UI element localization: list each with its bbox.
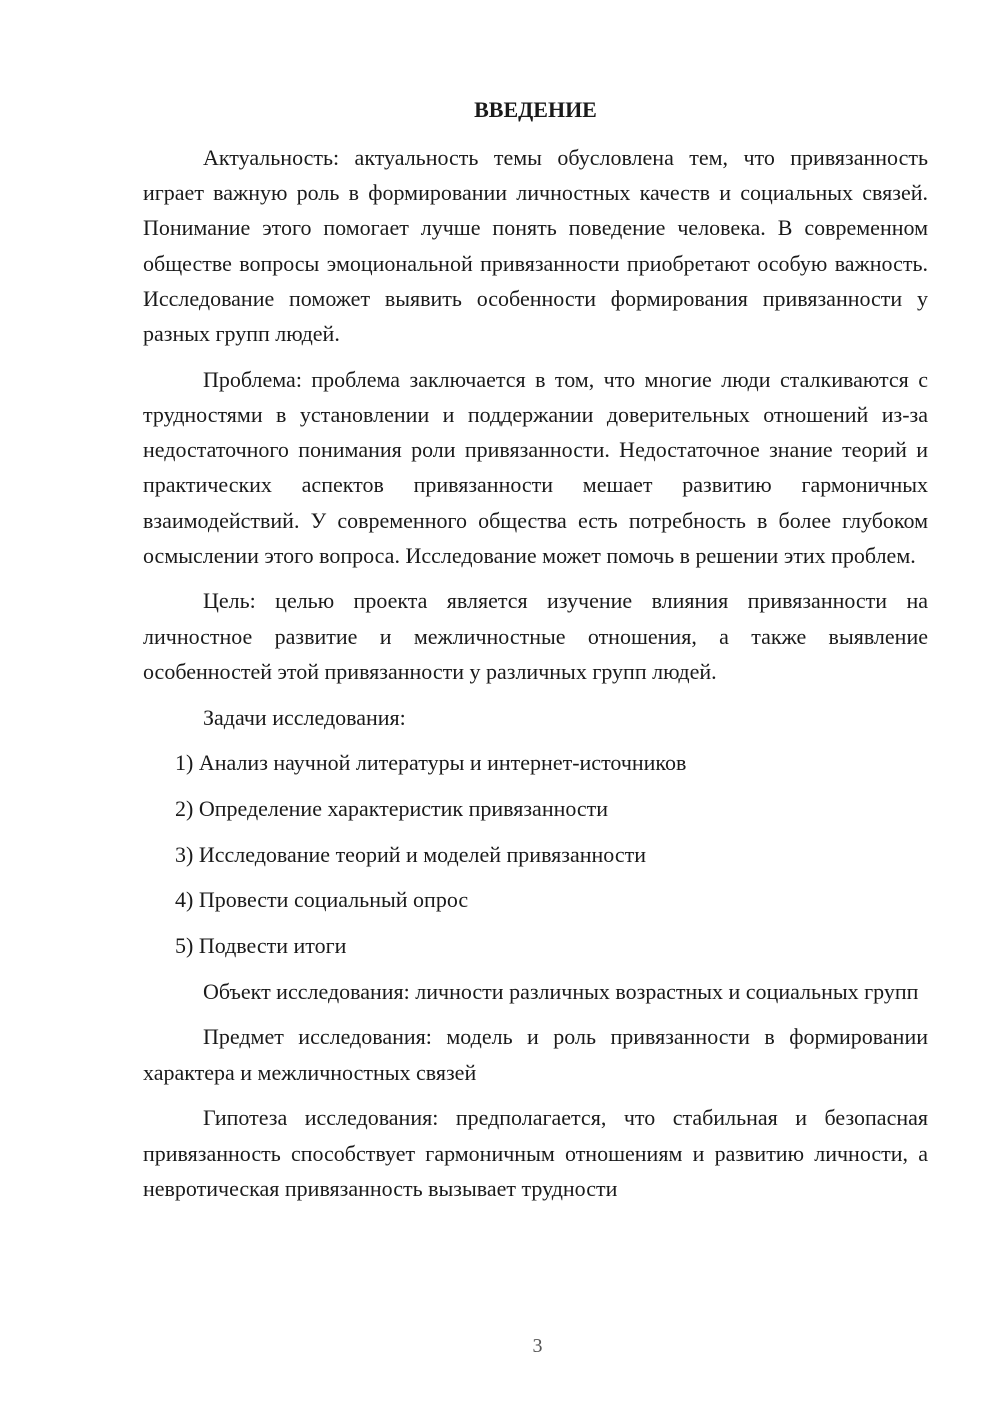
section-title: ВВЕДЕНИЕ bbox=[474, 97, 597, 122]
relevance-paragraph: Актуальность: актуальность темы обусловлена тем, что привязанность играет важную роль в формировании личностных качеств и социальных связей. Понимание этого помогает лучше понять поведение человека. В современном обществе вопросы эмоциональной привязанности приобретают особую важность. Исследование поможет выявить особенности формирования привязанности у разных групп людей. bbox=[143, 145, 928, 347]
list-item: 1) Анализ научной литературы и интернет-источников bbox=[175, 750, 687, 776]
list-item: 2) Определение характеристик привязанности bbox=[175, 795, 609, 821]
list-item: 5) Подвести итоги bbox=[175, 933, 347, 959]
problem-paragraph: Проблема: проблема заключается в том, что многие люди сталкиваются с трудностями в установлении и поддержании доверительных отношений из-за недостаточного понимания роли привязанности. Недостаточное знание теорий и практических аспектов привязанности мешает развитию гармоничных взаимодействий. У современного общества есть потребность в более глубоком осмыслении этого вопроса. Исследование может помочь в решении этих проблем. bbox=[143, 366, 928, 568]
tasks-heading: Задачи исследования: bbox=[203, 704, 406, 730]
list-item: 4) Провести социальный опрос bbox=[175, 887, 469, 913]
object-paragraph: Объект исследования: личности различных возрастных и социальных групп bbox=[203, 978, 919, 1004]
subject-paragraph: Предмет исследования: модель и роль привязанности в формировании характера и межличностных связей bbox=[143, 1024, 928, 1085]
goal-paragraph: Цель: целью проекта является изучение влияния привязанности на личностное развитие и межличностные отношения, а также выявление особенностей этой привязанности у различных групп людей. bbox=[143, 588, 928, 684]
document-page bbox=[143, 94, 928, 1216]
page-number: 3 bbox=[532, 1335, 543, 1357]
list-item: 3) Исследование теорий и моделей привязанности bbox=[175, 841, 646, 867]
tasks-list bbox=[143, 745, 928, 963]
hypothesis-paragraph: Гипотеза исследования: предполагается, что стабильная и безопасная привязанность способствует гармоничным отношениям и развитию личности, а невротическая привязанность вызывает трудности bbox=[143, 1105, 928, 1201]
